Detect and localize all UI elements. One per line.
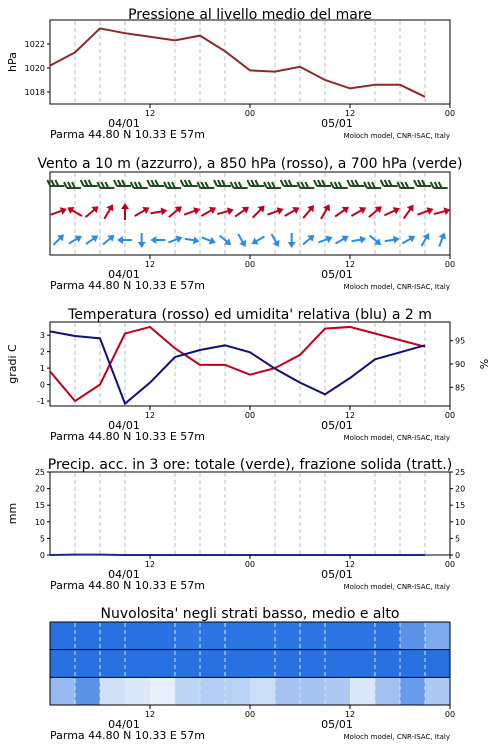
cloud-cell-basso <box>250 677 276 705</box>
y-tick-label: 1022 <box>24 40 45 49</box>
y-tick-label: 1 <box>39 364 45 374</box>
wind-barb-700 <box>364 182 381 188</box>
location-label: Parma 44.80 N 10.33 E 57m <box>50 279 206 292</box>
x-hour-label: 12 <box>344 411 356 420</box>
x-hour-label: 12 <box>344 560 356 569</box>
barb-flag <box>231 182 234 188</box>
cloud-cell-medio <box>325 650 351 678</box>
cloud-cell-basso <box>175 677 201 705</box>
y-axis-label: hPa <box>6 52 19 72</box>
y-right-axis-label: % <box>478 358 491 370</box>
x-hour-label: 00 <box>444 109 456 118</box>
barb-flag <box>347 180 350 186</box>
wind-arrow-850 <box>133 204 152 219</box>
wind-arrow-850 <box>383 205 402 219</box>
y-tick-label: 25 <box>34 468 45 477</box>
plot-frame <box>50 472 450 555</box>
barb-flag <box>331 182 334 188</box>
wind-arrow-10m <box>400 233 417 247</box>
y-right-tick-label: 10 <box>455 517 466 527</box>
wind-arrow-10m <box>184 235 200 245</box>
x-hour-label: 12 <box>344 260 356 269</box>
y-right-tick-label: 15 <box>455 501 466 511</box>
panel-title: Temperatura (rosso) ed umidita' relativa (blu) a 2 m <box>68 307 432 323</box>
wind-barb-700 <box>114 180 131 186</box>
x-hour-label: 00 <box>444 560 456 569</box>
model-credit: Moloch model, CNR-ISAC, Italy <box>343 434 450 442</box>
cloud-cell-medio <box>175 650 201 678</box>
cloud-cell-basso <box>225 677 251 705</box>
model-credit: Moloch model, CNR-ISAC, Italy <box>343 283 450 291</box>
arrow-head <box>408 233 417 243</box>
wind-arrow-850 <box>150 206 168 217</box>
arrow-head <box>161 206 168 215</box>
plot-frame <box>50 20 450 104</box>
wind-arrow-10m <box>436 231 449 248</box>
cloud-cell-alto <box>350 622 376 650</box>
wind-barb-700 <box>431 182 448 188</box>
arrow-head <box>142 204 151 214</box>
barb-flag <box>164 182 167 188</box>
arrow-head <box>393 235 400 244</box>
x-date-label: 04/01 <box>108 718 140 731</box>
barb-flag <box>114 180 117 186</box>
wind-arrow-10m <box>138 233 146 248</box>
cloud-cell-alto <box>50 622 76 650</box>
cloud-cell-medio <box>425 650 451 678</box>
arrow-head <box>75 233 84 243</box>
x-hour-label: 12 <box>144 710 156 719</box>
cloud-cell-medio <box>100 650 126 678</box>
y-axis-label: mm <box>6 502 19 525</box>
cloud-cell-medio <box>50 650 76 678</box>
cloud-cell-medio <box>350 650 376 678</box>
cloud-cell-medio <box>75 650 101 678</box>
cloud-cell-medio <box>200 650 226 678</box>
cloud-cell-medio <box>300 650 326 678</box>
cloud-cell-medio <box>250 650 276 678</box>
cloud-cell-alto <box>275 622 301 650</box>
wind-barb-700 <box>247 180 264 186</box>
y-tick-label: 2 <box>39 347 45 357</box>
model-credit: Moloch model, CNR-ISAC, Italy <box>343 132 450 140</box>
y-right-tick-label: 0 <box>455 551 461 560</box>
wind-arrow-10m <box>100 232 117 248</box>
y-tick-label: 20 <box>34 484 45 494</box>
barb-flag <box>264 182 267 188</box>
cloud-cell-basso <box>125 677 151 705</box>
arrow-head <box>150 236 156 244</box>
x-date-label: 05/01 <box>321 568 353 581</box>
cloud-cell-alto <box>425 622 451 650</box>
x-hour-label: 12 <box>144 260 156 269</box>
wind-arrow-10m <box>288 233 296 248</box>
wind-barb-700 <box>164 182 181 188</box>
x-hour-label: 00 <box>244 109 256 118</box>
cloud-cell-basso <box>400 677 426 705</box>
wind-arrow-10m <box>84 232 101 247</box>
y-tick-label: 1018 <box>24 88 45 97</box>
y-right-tick-label: 95 <box>455 336 466 346</box>
cloud-cell-basso <box>300 677 326 705</box>
wind-arrow-10m <box>235 232 249 249</box>
location-label: Parma 44.80 N 10.33 E 57m <box>50 579 206 592</box>
wind-barb-700 <box>81 180 98 186</box>
wind-arrow-10m <box>384 235 400 245</box>
arrow-head <box>276 205 284 215</box>
panel-title: Pressione al livello medio del mare <box>128 7 372 23</box>
cloud-cell-basso <box>325 677 351 705</box>
x-date-label: 05/01 <box>321 268 353 281</box>
arrow-head <box>209 237 217 247</box>
wind-barb-700 <box>331 182 348 188</box>
x-date-label: 04/01 <box>108 268 140 281</box>
barb-flag <box>81 180 84 186</box>
barb-flag <box>431 182 434 188</box>
cloud-cell-alto <box>250 622 276 650</box>
y-right-tick-label: 90 <box>455 360 466 369</box>
x-hour-label: 00 <box>244 411 256 420</box>
cloud-cell-alto <box>375 622 401 650</box>
x-date-label: 05/01 <box>321 718 353 731</box>
y-right-tick-label: 25 <box>455 468 466 477</box>
arrow-head <box>288 242 296 248</box>
wind-arrow-850 <box>101 202 116 221</box>
wind-arrow-850 <box>199 204 218 219</box>
arrow-head <box>176 234 184 244</box>
barb-flag <box>131 182 134 188</box>
arrow-head <box>426 205 434 215</box>
wind-arrow-850 <box>121 203 129 220</box>
location-label: Parma 44.80 N 10.33 E 57m <box>50 128 206 141</box>
panel-title: Nuvolosita' negli strati basso, medio e alto <box>100 606 400 622</box>
wind-arrow-850 <box>433 206 451 218</box>
model-credit: Moloch model, CNR-ISAC, Italy <box>343 583 450 591</box>
x-date-label: 04/01 <box>108 568 140 581</box>
arrow-head <box>121 203 129 209</box>
y-tick-label: -1 <box>37 397 45 407</box>
wind-barb-700 <box>314 180 331 186</box>
x-hour-label: 00 <box>444 260 456 269</box>
y-right-tick-label: 85 <box>455 383 466 393</box>
cloud-cell-basso <box>200 677 226 705</box>
barb-flag <box>414 180 417 186</box>
cloud-cell-alto <box>100 622 126 650</box>
barb-flag <box>64 182 67 188</box>
arrow-head <box>239 240 249 249</box>
cloud-cell-basso <box>350 677 376 705</box>
x-hour-label: 00 <box>244 260 256 269</box>
wind-arrow-10m <box>150 236 165 244</box>
x-date-label: 04/01 <box>108 117 140 130</box>
arrow-head <box>138 242 146 248</box>
wind-arrow-10m <box>351 235 367 245</box>
cloud-cell-medio <box>150 650 176 678</box>
barb-flag <box>314 180 317 186</box>
x-hour-label: 00 <box>244 710 256 719</box>
wind-arrow-10m <box>249 233 266 247</box>
cloud-cell-basso <box>150 677 176 705</box>
panel-title: Precip. acc. in 3 ore: totale (verde), frazione solida (tratt.) <box>47 457 453 473</box>
barb-flag <box>247 180 250 186</box>
cloud-cell-medio <box>400 650 426 678</box>
y-tick-label: 1020 <box>24 64 45 73</box>
barb-flag <box>214 180 217 186</box>
cloud-cell-basso <box>425 677 451 705</box>
wind-arrow-850 <box>283 204 302 219</box>
cloud-cell-alto <box>150 622 176 650</box>
location-label: Parma 44.80 N 10.33 E 57m <box>50 430 206 443</box>
y-right-tick-label: 5 <box>455 534 461 544</box>
wind-barb-700 <box>147 180 164 186</box>
y-right-tick-label: 20 <box>455 484 466 494</box>
barb-flag <box>181 180 184 186</box>
barb-flag <box>281 180 284 186</box>
location-label: Parma 44.80 N 10.33 E 57m <box>50 729 206 742</box>
x-hour-label: 12 <box>344 710 356 719</box>
cloud-cell-basso <box>50 677 76 705</box>
x-hour-label: 12 <box>144 411 156 420</box>
x-hour-label: 12 <box>144 560 156 569</box>
arrow-head <box>341 233 350 243</box>
wind-arrow-850 <box>349 204 368 219</box>
cloud-cell-basso <box>275 677 301 705</box>
wind-barb-700 <box>214 180 231 186</box>
x-hour-label: 00 <box>444 710 456 719</box>
wind-barb-700 <box>281 180 298 186</box>
model-credit: Moloch model, CNR-ISAC, Italy <box>343 733 450 741</box>
cloud-cell-basso <box>375 677 401 705</box>
cloud-cell-medio <box>225 650 251 678</box>
cloud-cell-alto <box>75 622 101 650</box>
wind-barb-700 <box>231 182 248 188</box>
x-hour-label: 00 <box>444 411 456 420</box>
y-tick-label: 10 <box>34 517 45 527</box>
arrow-head <box>326 234 334 244</box>
wind-barb-700 <box>347 180 364 186</box>
series-line <box>50 28 425 96</box>
cloud-cell-medio <box>375 650 401 678</box>
arrow-head <box>439 231 449 239</box>
cloud-cell-alto <box>400 622 426 650</box>
wind-barb-700 <box>414 180 431 186</box>
wind-arrow-850 <box>400 202 416 221</box>
x-hour-label: 12 <box>344 109 356 118</box>
wind-barb-700 <box>131 182 148 188</box>
wind-arrow-850 <box>83 203 101 220</box>
wind-arrow-850 <box>49 205 68 218</box>
barb-flag <box>381 180 384 186</box>
cloud-cell-alto <box>175 622 201 650</box>
barb-flag <box>364 182 367 188</box>
cloud-cell-alto <box>200 622 226 650</box>
cloud-cell-alto <box>225 622 251 650</box>
arrow-head <box>193 236 200 245</box>
arrow-head <box>360 235 367 244</box>
wind-arrow-10m <box>334 233 351 247</box>
wind-arrow-850 <box>250 203 268 221</box>
y-tick-label: 0 <box>39 551 45 560</box>
barb-flag <box>147 180 150 186</box>
cloud-cell-alto <box>300 622 326 650</box>
cloud-cell-medio <box>125 650 151 678</box>
wind-arrow-10m <box>300 232 317 248</box>
wind-barb-700 <box>64 182 81 188</box>
cloud-cell-medio <box>275 650 301 678</box>
arrow-head <box>249 238 258 248</box>
arrow-head <box>227 206 235 215</box>
panel-title: Vento a 10 m (azzurro), a 850 hPa (rosso), a 700 hPa (verde) <box>37 156 463 172</box>
arrow-head <box>359 204 368 214</box>
y-tick-label: 15 <box>34 501 45 511</box>
arrow-head <box>106 202 116 211</box>
wind-arrow-850 <box>300 203 317 221</box>
x-date-label: 04/01 <box>108 419 140 432</box>
arrow-head <box>209 204 218 214</box>
x-hour-label: 12 <box>144 109 156 118</box>
x-date-label: 05/01 <box>321 117 353 130</box>
x-date-label: 05/01 <box>321 419 353 432</box>
arrow-head <box>60 205 68 215</box>
wind-arrow-850 <box>333 204 352 220</box>
arrow-head <box>273 240 283 249</box>
arrow-head <box>423 231 433 240</box>
wind-arrow-850 <box>183 205 202 218</box>
wind-barb-700 <box>181 180 198 186</box>
series-line <box>50 331 425 403</box>
arrow-head <box>117 236 123 244</box>
wind-barb-700 <box>264 182 281 188</box>
wind-arrow-850 <box>233 204 252 220</box>
y-tick-label: 3 <box>39 331 45 341</box>
cloud-cell-basso <box>75 677 101 705</box>
y-tick-label: 0 <box>39 380 45 390</box>
wind-arrow-10m <box>51 232 67 248</box>
y-axis-label: gradi C <box>6 344 19 384</box>
wind-arrow-10m <box>200 234 217 247</box>
cloud-cell-alto <box>325 622 351 650</box>
x-hour-label: 00 <box>244 560 256 569</box>
cloud-cell-basso <box>100 677 126 705</box>
y-tick-label: 5 <box>39 534 45 544</box>
cloud-cell-alto <box>125 622 151 650</box>
wind-barb-700 <box>381 180 398 186</box>
